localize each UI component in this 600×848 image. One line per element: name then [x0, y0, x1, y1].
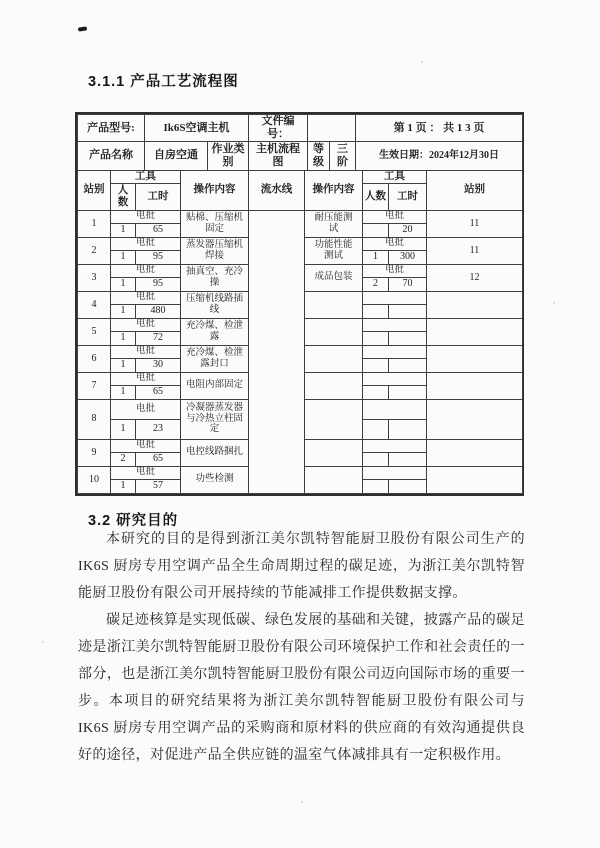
station-cell	[427, 399, 523, 439]
station-cell: 9	[78, 439, 111, 466]
people-cell: 1	[111, 304, 136, 318]
station-cell	[427, 466, 523, 493]
operation-cell	[305, 291, 363, 318]
doc-number-value	[308, 115, 356, 142]
operation-cell: 蒸发器压缩机焊接	[181, 237, 249, 264]
station-cell: 6	[78, 345, 111, 372]
tool-name-cell	[363, 372, 427, 385]
page-info: 第 1 页 ： 共 1 3 页	[356, 115, 523, 142]
people-cell	[363, 385, 389, 399]
paragraph-2: 碳足迹核算是实现低碳、绿色发展的基础和关键，披露产品的碳足迹是浙江美尔凯特智能厨卫股份有限公司环境保护工作和社会责任的一部分，也是浙江美尔凯特智能厨卫股份有限公司迈向国际市场的重要一步。本项目的研究结果将为浙江美尔凯特智能厨卫股份有限公司与 IK6S 厨房专用空调产品的采购商和原材料的供应商的有效沟通提供良好的途径，对促进产品全供应链的温室气体减排具有一定积极作用。	[78, 613, 525, 763]
tool-name-cell	[363, 466, 427, 479]
station-cell	[427, 318, 523, 345]
product-model-label: 产品型号:	[78, 115, 145, 142]
product-name-label: 产品名称	[78, 142, 145, 170]
tool-name-cell	[363, 345, 427, 358]
hours-cell	[389, 452, 427, 466]
hours-cell: 65	[136, 452, 181, 466]
people-cell	[363, 331, 389, 345]
col-header-hours-left: 工时	[136, 183, 181, 210]
station-cell	[427, 439, 523, 466]
hours-cell: 20	[389, 223, 427, 237]
people-cell	[363, 223, 389, 237]
tool-name-cell: 电批	[111, 237, 181, 250]
people-cell: 1	[111, 331, 136, 345]
operation-cell: 充冷煤、检泄露	[181, 318, 249, 345]
research-purpose-body	[78, 526, 525, 769]
tool-name-cell	[363, 291, 427, 304]
operation-cell	[305, 399, 363, 439]
people-cell: 1	[111, 479, 136, 493]
station-cell: 1	[78, 210, 111, 237]
people-cell	[363, 479, 389, 493]
operation-cell: 电阻内部固定	[181, 372, 249, 399]
scan-speck	[42, 641, 44, 643]
station-cell: 12	[427, 264, 523, 291]
station-cell	[427, 345, 523, 372]
people-cell: 2	[363, 277, 389, 291]
paragraph-1: 本研究的目的是得到浙江美尔凯特智能厨卫股份有限公司生产的 IK6S 厨房专用空调产品全生命周期过程的碳足迹，为浙江美尔凯特智能厨卫股份有限公司开展持续的节能减排工作提供数据支撑。	[78, 532, 525, 601]
col-header-line: 流水线	[249, 170, 305, 210]
people-cell	[363, 419, 389, 439]
hours-cell: 95	[136, 250, 181, 264]
col-header-tool-left: 工具	[111, 170, 181, 183]
people-cell: 1	[111, 277, 136, 291]
process-flow-table	[77, 170, 523, 494]
operation-cell: 冷凝器蒸发器与冷热立柱固定	[181, 399, 249, 439]
station-cell: 3	[78, 264, 111, 291]
tool-name-cell: 电批	[363, 264, 427, 277]
operation-cell	[305, 345, 363, 372]
hours-cell: 72	[136, 331, 181, 345]
job-category-label: 作业类别	[208, 142, 249, 170]
section-heading-process-flow: 3.1.1 产品工艺流程图	[88, 74, 239, 90]
operation-cell: 压缩机线路插线	[181, 291, 249, 318]
col-header-hours-right: 工时	[389, 183, 427, 210]
scan-speck	[301, 801, 303, 803]
station-cell: 4	[78, 291, 111, 318]
col-header-people-right: 人数	[363, 183, 389, 210]
operation-cell	[305, 466, 363, 493]
operation-cell: 充冷煤、检泄露封口	[181, 345, 249, 372]
grade-label: 等级	[308, 142, 330, 170]
grade-value: 三阶	[330, 142, 356, 170]
assembly-line-cell	[249, 210, 305, 493]
operation-cell: 成品包装	[305, 264, 363, 291]
operation-cell: 贴棉、压缩机固定	[181, 210, 249, 237]
job-category-value: 主机流程图	[249, 142, 308, 170]
operation-cell: 抽真空、充冷操	[181, 264, 249, 291]
people-cell	[363, 304, 389, 318]
people-cell: 2	[111, 452, 136, 466]
tool-name-cell: 电批	[111, 372, 181, 385]
people-cell	[363, 452, 389, 466]
people-cell: 1	[111, 385, 136, 399]
people-cell: 1	[111, 223, 136, 237]
hours-cell	[389, 479, 427, 493]
hours-cell: 57	[136, 479, 181, 493]
tool-name-cell: 电批	[111, 439, 181, 452]
tool-name-cell	[363, 439, 427, 452]
tool-name-cell: 电批	[111, 466, 181, 479]
tool-name-cell: 电批	[111, 291, 181, 304]
hours-cell: 65	[136, 385, 181, 399]
operation-cell	[305, 372, 363, 399]
people-cell: 1	[111, 250, 136, 264]
scan-speck	[421, 61, 423, 63]
station-cell: 2	[78, 237, 111, 264]
tool-name-cell: 电批	[363, 210, 427, 223]
people-cell: 1	[111, 358, 136, 372]
col-header-tool-right: 工具	[363, 170, 427, 183]
section-heading-research-purpose: 3.2 研究目的	[88, 513, 179, 529]
operation-cell: 功能性能测试	[305, 237, 363, 264]
station-cell	[427, 291, 523, 318]
operation-cell: 电控线路捆扎	[181, 439, 249, 466]
scan-artifact-mark	[78, 26, 87, 31]
hours-cell	[389, 419, 427, 439]
product-model-value: Ik6S空调主机	[145, 115, 249, 142]
tool-name-cell: 电批	[111, 210, 181, 223]
station-cell: 5	[78, 318, 111, 345]
station-cell	[427, 372, 523, 399]
col-header-station-right: 站别	[427, 170, 523, 210]
operation-cell	[305, 318, 363, 345]
tool-name-cell: 电批	[111, 318, 181, 331]
col-header-operation-right: 操作内容	[305, 170, 363, 210]
tool-name-cell	[363, 399, 427, 419]
document-info-table	[77, 114, 523, 170]
hours-cell: 480	[136, 304, 181, 318]
people-cell	[363, 358, 389, 372]
tool-name-cell: 电批	[363, 237, 427, 250]
station-cell: 11	[427, 237, 523, 264]
doc-number-label: 文件编号：	[249, 115, 308, 142]
station-cell: 7	[78, 372, 111, 399]
hours-cell: 95	[136, 277, 181, 291]
station-cell: 11	[427, 210, 523, 237]
operation-cell	[305, 439, 363, 466]
people-cell: 1	[363, 250, 389, 264]
hours-cell	[389, 304, 427, 318]
tool-name-cell	[363, 318, 427, 331]
hours-cell	[389, 331, 427, 345]
hours-cell	[389, 385, 427, 399]
col-header-operation-left: 操作内容	[181, 170, 249, 210]
hours-cell: 300	[389, 250, 427, 264]
process-flow-table-wrap	[75, 112, 524, 496]
scan-speck	[553, 302, 555, 304]
operation-cell: 功些检测	[181, 466, 249, 493]
hours-cell: 70	[389, 277, 427, 291]
hours-cell: 65	[136, 223, 181, 237]
col-header-people-left: 人数	[111, 183, 136, 210]
col-header-station-left: 站别	[78, 170, 111, 210]
tool-name-cell: 电批	[111, 345, 181, 358]
hours-cell: 23	[136, 419, 181, 439]
hours-cell: 30	[136, 358, 181, 372]
station-cell: 10	[78, 466, 111, 493]
tool-name-cell: 电批	[111, 264, 181, 277]
tool-name-cell: 电批	[111, 399, 181, 419]
station-cell: 8	[78, 399, 111, 439]
product-name-value: 自房空通	[145, 142, 208, 170]
operation-cell: 耐压能测试	[305, 210, 363, 237]
people-cell: 1	[111, 419, 136, 439]
hours-cell	[389, 358, 427, 372]
effective-date: 生效日期：2024年12月30日	[356, 142, 523, 170]
